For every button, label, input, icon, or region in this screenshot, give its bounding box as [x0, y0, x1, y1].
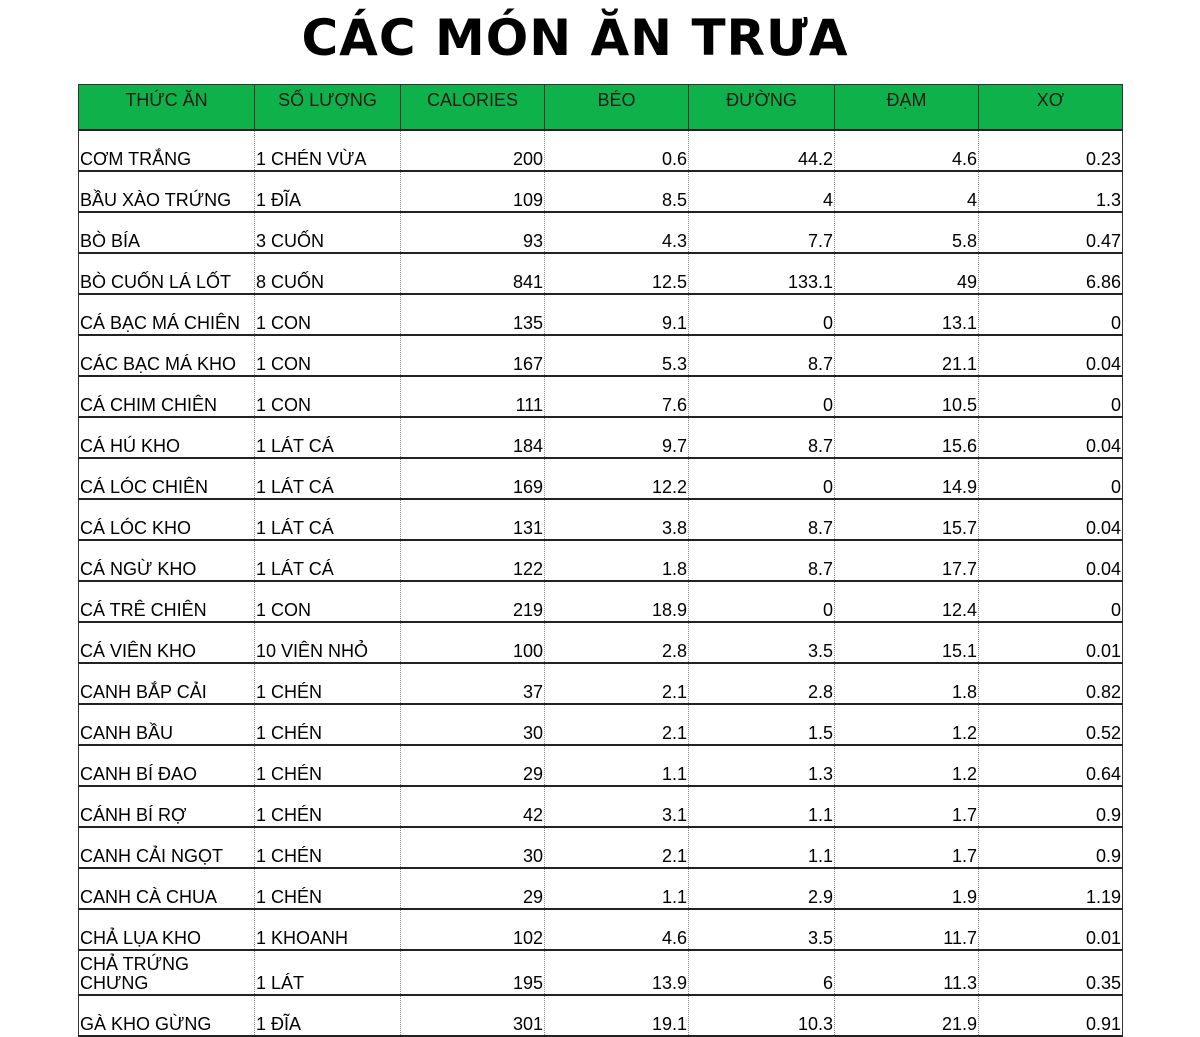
- cell-quantity: 1 LÁT CÁ: [255, 458, 401, 499]
- cell-fat: 4.3: [545, 212, 689, 253]
- table-body: [79, 130, 1123, 1036]
- cell-fat: 18.9: [545, 581, 689, 622]
- cell-calories: 122: [401, 540, 545, 581]
- cell-quantity: 1 LÁT CÁ: [255, 499, 401, 540]
- cell-fiber: 0.04: [979, 499, 1123, 540]
- cell-fat: 1.8: [545, 540, 689, 581]
- cell-sugar: 3.5: [689, 909, 835, 950]
- cell-food: CÁ NGỪ KHO: [79, 540, 255, 581]
- column-header-food: THỨC ĂN: [79, 85, 255, 131]
- cell-sugar: 44.2: [689, 130, 835, 171]
- cell-food: BÒ CUỐN LÁ LỐT: [79, 253, 255, 294]
- cell-calories: 841: [401, 253, 545, 294]
- cell-sugar: 10.3: [689, 995, 835, 1036]
- cell-fiber: 0.91: [979, 995, 1123, 1036]
- cell-protein: 4.6: [835, 130, 979, 171]
- cell-quantity: 1 CHÉN: [255, 868, 401, 909]
- cell-fat: 12.2: [545, 458, 689, 499]
- cell-quantity: 1 KHOANH: [255, 909, 401, 950]
- cell-fat: 1.1: [545, 868, 689, 909]
- cell-quantity: 1 LÁT CÁ: [255, 417, 401, 458]
- table-row: [79, 950, 1123, 995]
- cell-food: CƠM TRẮNG: [79, 130, 255, 171]
- table-row: [79, 995, 1123, 1036]
- table-row: [79, 622, 1123, 663]
- cell-calories: 102: [401, 909, 545, 950]
- cell-food: CÁ CHIM CHIÊN: [79, 376, 255, 417]
- cell-fiber: 0.52: [979, 704, 1123, 745]
- cell-food: CHẢ TRỨNG CHƯNG: [79, 950, 255, 995]
- cell-fiber: 0.9: [979, 827, 1123, 868]
- cell-food: CÁ LÓC KHO: [79, 499, 255, 540]
- cell-protein: 1.7: [835, 786, 979, 827]
- cell-fiber: 0.9: [979, 786, 1123, 827]
- column-header-calories: CALORIES: [401, 85, 545, 131]
- cell-quantity: 1 CHÉN: [255, 704, 401, 745]
- cell-fat: 7.6: [545, 376, 689, 417]
- cell-sugar: 0: [689, 581, 835, 622]
- table-row: [79, 253, 1123, 294]
- cell-food: GÀ KHO GỪNG: [79, 995, 255, 1036]
- cell-calories: 29: [401, 745, 545, 786]
- cell-fiber: 1.19: [979, 868, 1123, 909]
- cell-calories: 135: [401, 294, 545, 335]
- cell-protein: 5.8: [835, 212, 979, 253]
- table-row: [79, 499, 1123, 540]
- cell-fat: 2.1: [545, 827, 689, 868]
- cell-food: CÁ TRÊ CHIÊN: [79, 581, 255, 622]
- cell-protein: 1.9: [835, 868, 979, 909]
- table-row: [79, 581, 1123, 622]
- cell-calories: 109: [401, 171, 545, 212]
- cell-fiber: 0.35: [979, 950, 1123, 995]
- cell-fiber: 0: [979, 458, 1123, 499]
- table-row: [79, 868, 1123, 909]
- cell-sugar: 2.9: [689, 868, 835, 909]
- cell-sugar: 1.1: [689, 827, 835, 868]
- cell-sugar: 8.7: [689, 417, 835, 458]
- cell-fiber: 1.3: [979, 171, 1123, 212]
- cell-food: CHẢ LỤA KHO: [79, 909, 255, 950]
- cell-quantity: 1 CHÉN: [255, 827, 401, 868]
- cell-food: CÁ HÚ KHO: [79, 417, 255, 458]
- table-row: [79, 827, 1123, 868]
- cell-sugar: 2.8: [689, 663, 835, 704]
- cell-calories: 200: [401, 130, 545, 171]
- cell-food: CÁ LÓC CHIÊN: [79, 458, 255, 499]
- page-title: CÁC MÓN ĂN TRƯA: [301, 9, 849, 67]
- cell-fat: 5.3: [545, 335, 689, 376]
- cell-fat: 2.8: [545, 622, 689, 663]
- cell-quantity: 1 CHÉN: [255, 663, 401, 704]
- cell-protein: 1.7: [835, 827, 979, 868]
- cell-fat: 1.1: [545, 745, 689, 786]
- cell-sugar: 3.5: [689, 622, 835, 663]
- table-row: [79, 294, 1123, 335]
- cell-protein: 11.7: [835, 909, 979, 950]
- cell-protein: 12.4: [835, 581, 979, 622]
- cell-sugar: 0: [689, 376, 835, 417]
- cell-protein: 15.1: [835, 622, 979, 663]
- cell-sugar: 7.7: [689, 212, 835, 253]
- cell-calories: 301: [401, 995, 545, 1036]
- cell-food: BÒ BÍA: [79, 212, 255, 253]
- cell-fiber: 0.23: [979, 130, 1123, 171]
- cell-quantity: 1 ĐĨA: [255, 171, 401, 212]
- table-header-row: [79, 85, 1123, 131]
- cell-calories: 219: [401, 581, 545, 622]
- cell-protein: 49: [835, 253, 979, 294]
- cell-calories: 131: [401, 499, 545, 540]
- cell-fiber: 0.01: [979, 909, 1123, 950]
- cell-protein: 15.6: [835, 417, 979, 458]
- cell-protein: 21.9: [835, 995, 979, 1036]
- cell-sugar: 8.7: [689, 540, 835, 581]
- cell-sugar: 1.1: [689, 786, 835, 827]
- column-header-sugar: ĐƯỜNG: [689, 85, 835, 131]
- cell-quantity: 1 LÁT CÁ: [255, 540, 401, 581]
- cell-food: CANH CÀ CHUA: [79, 868, 255, 909]
- cell-sugar: 6: [689, 950, 835, 995]
- column-header-quantity: SỐ LƯỢNG: [255, 85, 401, 131]
- table-row: [79, 704, 1123, 745]
- table-row: [79, 786, 1123, 827]
- cell-fiber: 0.64: [979, 745, 1123, 786]
- cell-fiber: 0.04: [979, 335, 1123, 376]
- cell-food: BẦU XÀO TRỨNG: [79, 171, 255, 212]
- cell-calories: 169: [401, 458, 545, 499]
- cell-protein: 1.8: [835, 663, 979, 704]
- cell-fiber: 0.47: [979, 212, 1123, 253]
- cell-sugar: 8.7: [689, 335, 835, 376]
- cell-fiber: 0.04: [979, 417, 1123, 458]
- cell-protein: 15.7: [835, 499, 979, 540]
- cell-quantity: 1 CHÉN VỪA: [255, 130, 401, 171]
- cell-fat: 2.1: [545, 704, 689, 745]
- table-row: [79, 663, 1123, 704]
- cell-calories: 93: [401, 212, 545, 253]
- cell-sugar: 0: [689, 294, 835, 335]
- cell-sugar: 1.5: [689, 704, 835, 745]
- table-row: [79, 335, 1123, 376]
- table-row: [79, 376, 1123, 417]
- cell-calories: 100: [401, 622, 545, 663]
- cell-protein: 1.2: [835, 704, 979, 745]
- cell-calories: 37: [401, 663, 545, 704]
- cell-fat: 2.1: [545, 663, 689, 704]
- cell-fiber: 0.82: [979, 663, 1123, 704]
- nutrition-table: [78, 84, 1123, 1037]
- cell-sugar: 133.1: [689, 253, 835, 294]
- cell-protein: 10.5: [835, 376, 979, 417]
- cell-calories: 30: [401, 704, 545, 745]
- cell-fat: 4.6: [545, 909, 689, 950]
- cell-quantity: 1 CON: [255, 335, 401, 376]
- cell-calories: 184: [401, 417, 545, 458]
- table-row: [79, 909, 1123, 950]
- cell-fat: 8.5: [545, 171, 689, 212]
- cell-fat: 9.1: [545, 294, 689, 335]
- table-row: [79, 540, 1123, 581]
- cell-fiber: 0.01: [979, 622, 1123, 663]
- cell-fat: 3.8: [545, 499, 689, 540]
- cell-fat: 19.1: [545, 995, 689, 1036]
- cell-fiber: 0.04: [979, 540, 1123, 581]
- cell-quantity: 1 CON: [255, 376, 401, 417]
- cell-food: CÁC BẠC MÁ KHO: [79, 335, 255, 376]
- cell-fiber: 0: [979, 376, 1123, 417]
- cell-food: CANH CẢI NGỌT: [79, 827, 255, 868]
- cell-protein: 11.3: [835, 950, 979, 995]
- cell-quantity: 1 CON: [255, 581, 401, 622]
- cell-sugar: 4: [689, 171, 835, 212]
- table-row: [79, 745, 1123, 786]
- cell-protein: 13.1: [835, 294, 979, 335]
- cell-quantity: 1 CON: [255, 294, 401, 335]
- cell-food: CÁ VIÊN KHO: [79, 622, 255, 663]
- cell-food: CANH BẦU: [79, 704, 255, 745]
- cell-quantity: 3 CUỐN: [255, 212, 401, 253]
- column-header-fat: BÉO: [545, 85, 689, 131]
- cell-food: CÁ BẠC MÁ CHIÊN: [79, 294, 255, 335]
- cell-protein: 4: [835, 171, 979, 212]
- cell-fiber: 6.86: [979, 253, 1123, 294]
- cell-fat: 0.6: [545, 130, 689, 171]
- column-header-fiber: XƠ: [979, 85, 1123, 131]
- cell-quantity: 10 VIÊN NHỎ: [255, 622, 401, 663]
- cell-calories: 167: [401, 335, 545, 376]
- cell-quantity: 1 CHÉN: [255, 745, 401, 786]
- cell-fiber: 0: [979, 581, 1123, 622]
- table-row: [79, 458, 1123, 499]
- cell-fat: 13.9: [545, 950, 689, 995]
- table-row: [79, 171, 1123, 212]
- cell-calories: 195: [401, 950, 545, 995]
- cell-food: CANH BẮP CẢI: [79, 663, 255, 704]
- table-row: [79, 212, 1123, 253]
- cell-food: CÁNH BÍ RỢ: [79, 786, 255, 827]
- cell-fat: 12.5: [545, 253, 689, 294]
- column-header-protein: ĐẠM: [835, 85, 979, 131]
- cell-food: CANH BÍ ĐAO: [79, 745, 255, 786]
- table-row: [79, 417, 1123, 458]
- cell-calories: 42: [401, 786, 545, 827]
- cell-calories: 30: [401, 827, 545, 868]
- cell-calories: 29: [401, 868, 545, 909]
- cell-fiber: 0: [979, 294, 1123, 335]
- table-row: [79, 130, 1123, 171]
- cell-fat: 9.7: [545, 417, 689, 458]
- cell-sugar: 1.3: [689, 745, 835, 786]
- cell-quantity: 1 LÁT: [255, 950, 401, 995]
- cell-protein: 14.9: [835, 458, 979, 499]
- cell-sugar: 0: [689, 458, 835, 499]
- cell-sugar: 8.7: [689, 499, 835, 540]
- cell-calories: 111: [401, 376, 545, 417]
- cell-protein: 1.2: [835, 745, 979, 786]
- cell-quantity: 8 CUỐN: [255, 253, 401, 294]
- cell-protein: 17.7: [835, 540, 979, 581]
- cell-quantity: 1 ĐĨA: [255, 995, 401, 1036]
- cell-protein: 21.1: [835, 335, 979, 376]
- cell-fat: 3.1: [545, 786, 689, 827]
- cell-quantity: 1 CHÉN: [255, 786, 401, 827]
